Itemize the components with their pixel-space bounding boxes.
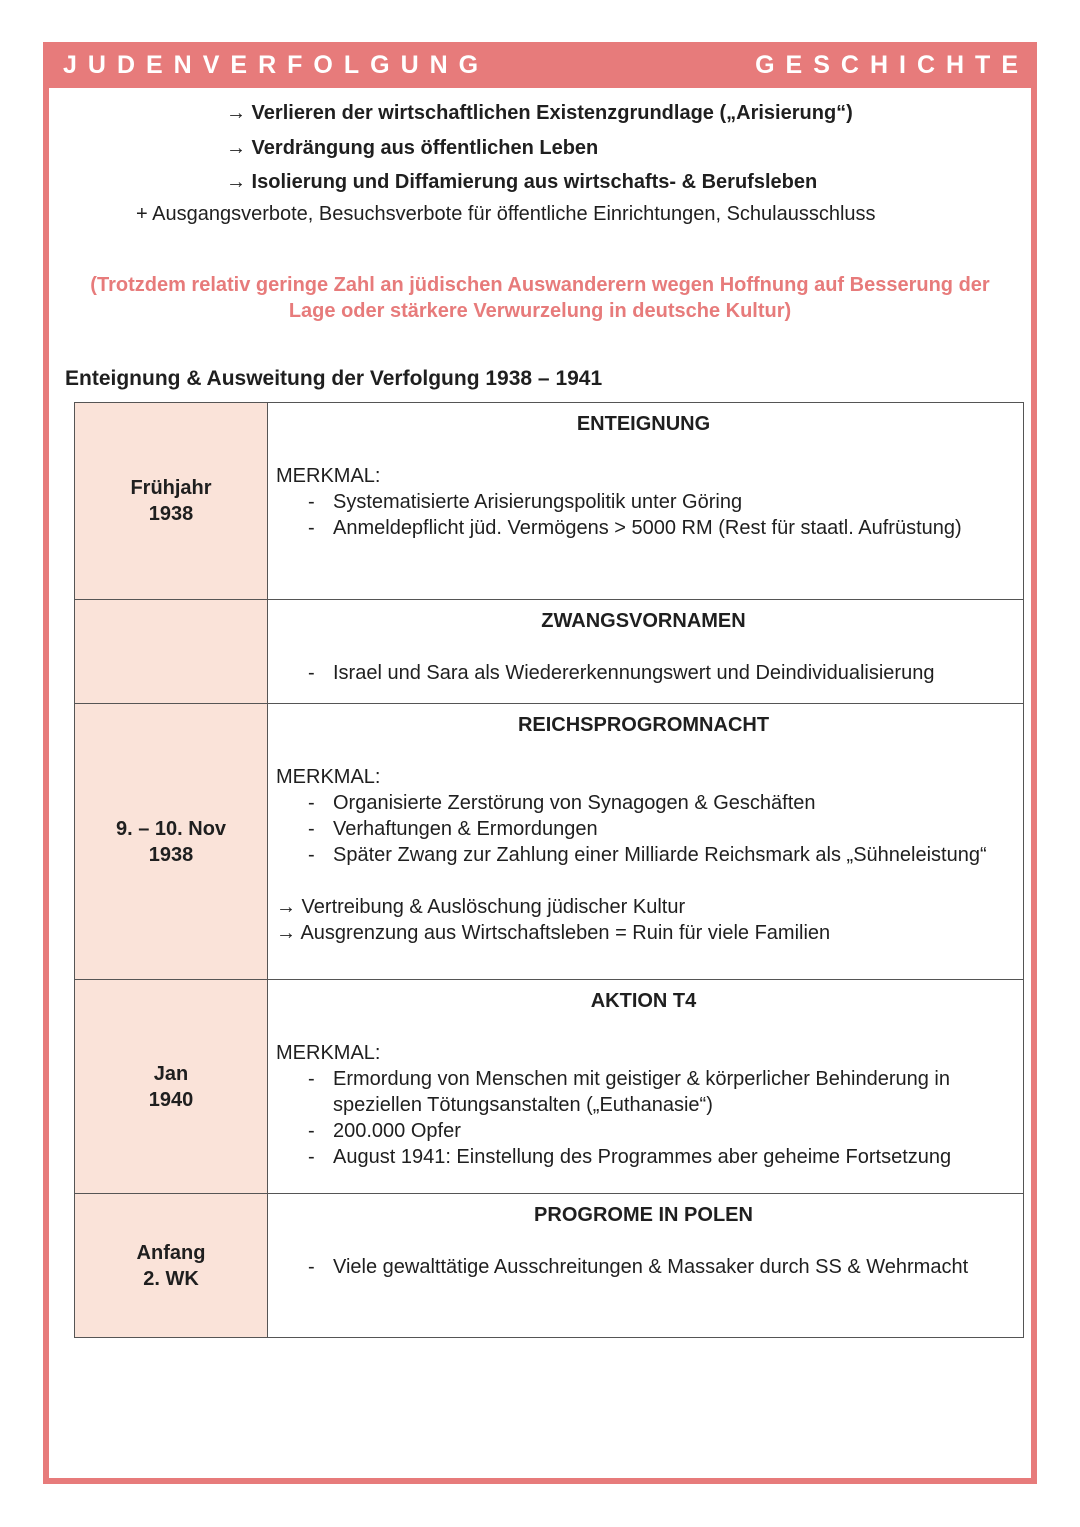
intro-arrow-list — [226, 98, 853, 202]
note-line: Lage oder stärkere Verwurzelung in deutsche Kultur) — [288, 300, 792, 322]
list-item: - Systematisierte Arisierungspolitik unter Göring — [276, 489, 1011, 515]
table-row — [75, 600, 1024, 704]
bullet-list — [276, 1254, 1011, 1280]
bullet-list — [276, 1066, 1011, 1170]
date-line: 2. WK — [143, 1267, 199, 1290]
header-subject: GESCHICHTE — [755, 51, 1029, 79]
consequence-item: → Ausgrenzung aus Wirtschaftsleben = Ruin für viele Familien — [276, 922, 831, 944]
merkmal-label: MERKMAL: — [276, 465, 381, 487]
table-row — [75, 704, 1024, 980]
section-title: Enteignung & Ausweitung der Verfolgung 1938 – 1941 — [65, 367, 603, 390]
date-line: 1940 — [148, 1088, 194, 1111]
timeline-table — [74, 402, 1024, 1338]
table-row — [75, 980, 1024, 1194]
list-item: - Später Zwang zur Zahlung einer Milliarde Reichsmark als „Sühneleistung“ — [276, 842, 1011, 868]
list-item: - Organisierte Zerstörung von Synagogen & Geschäften — [276, 790, 1011, 816]
date-line: Frühjahr — [130, 477, 212, 499]
event-content — [268, 704, 1024, 980]
event-title: ZWANGSVORNAMEN — [541, 610, 746, 632]
event-content — [268, 600, 1024, 704]
date-cell — [75, 600, 268, 704]
list-item: - Viele gewalttätige Ausschreitungen & Massaker durch SS & Wehrmacht — [276, 1254, 1011, 1280]
date-line: Anfang — [136, 1241, 206, 1264]
merkmal-label: MERKMAL: — [276, 766, 381, 788]
date-line: 1938 — [148, 503, 194, 525]
consequence-list — [276, 894, 1011, 946]
date-cell — [75, 1194, 268, 1338]
event-title: ENTEIGNUNG — [576, 413, 711, 435]
event-content — [268, 403, 1024, 600]
list-item: - Israel und Sara als Wiedererkennungswert und Deindividualisierung — [276, 660, 1011, 686]
list-item: - Verhaftungen & Ermordungen — [276, 816, 1011, 842]
event-title: PROGROME IN POLEN — [534, 1204, 753, 1226]
intro-arrow-item: → Verdrängung aus öffentlichen Leben — [226, 136, 599, 159]
event-title: REICHSPROGROMNACHT — [517, 714, 770, 736]
intro-arrow-item: → Isolierung und Diffamierung aus wirtschafts- & Berufsleben — [226, 171, 818, 193]
bullet-list — [276, 660, 1011, 686]
consequence-item: → Vertreibung & Auslöschung jüdischer Kultur — [276, 896, 686, 918]
table-row — [75, 403, 1024, 600]
date-cell — [75, 704, 268, 980]
header-topic: JUDENVERFOLGUNG — [63, 51, 490, 79]
event-title: AKTION T4 — [590, 990, 697, 1012]
list-item: - 200.000 Opfer — [276, 1118, 1011, 1144]
table-row — [75, 1194, 1024, 1338]
list-item: - August 1941: Einstellung des Programmes aber geheime Fortsetzung — [276, 1144, 1011, 1170]
date-line: Jan — [153, 1062, 189, 1085]
intro-arrow-item: → Verlieren der wirtschaftlichen Existenzgrundlage („Arisierung“) — [226, 102, 853, 124]
intro-plus-line: + Ausgangsverbote, Besuchsverbote für öffentliche Einrichtungen, Schulausschluss — [136, 203, 876, 225]
list-item: - Ermordung von Menschen mit geistiger & körperlicher Behinderung in speziellen Tötungsanstalten („Euthanasie“) — [276, 1066, 1011, 1118]
emigration-note — [70, 272, 1010, 324]
date-cell — [75, 980, 268, 1194]
date-line: 1938 — [148, 843, 194, 866]
date-cell — [75, 403, 268, 600]
bullet-list — [276, 489, 1011, 541]
note-line: (Trotzdem relativ geringe Zahl an jüdischen Auswanderern wegen Hoffnung auf Besserung der — [90, 274, 990, 296]
event-content — [268, 980, 1024, 1194]
bullet-list — [276, 790, 1011, 868]
event-content — [268, 1194, 1024, 1338]
merkmal-label: MERKMAL: — [276, 1042, 381, 1064]
date-line: 9. – 10. Nov — [115, 817, 227, 840]
header-bar — [43, 42, 1037, 88]
list-item: - Anmeldepflicht jüd. Vermögens > 5000 RM (Rest für staatl. Aufrüstung) — [276, 515, 1011, 541]
